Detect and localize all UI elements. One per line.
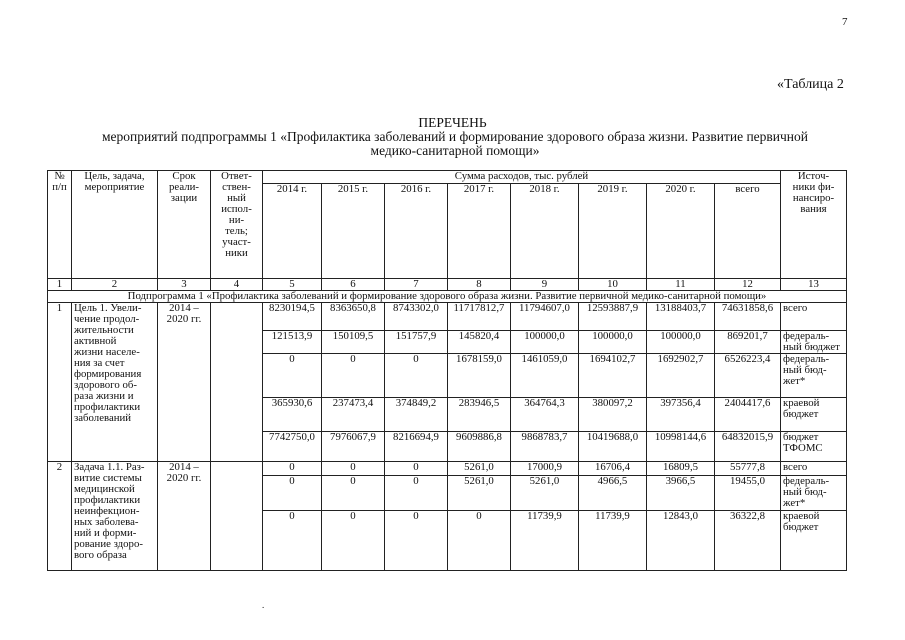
row-value: 397356,4: [647, 398, 715, 432]
row-value: 9609886,8: [448, 432, 511, 462]
row-goal-line: раза жизни и: [74, 390, 134, 402]
row-value: 36322,8: [715, 511, 781, 571]
page-number: 7: [842, 16, 848, 28]
footer-mark: .: [262, 600, 265, 610]
row-value: 100000,0: [647, 331, 715, 354]
header-responsible-line: ники: [225, 247, 248, 259]
row-value: 7742750,0: [263, 432, 322, 462]
row-goal-line: формирования: [74, 368, 142, 380]
row-source-line: ный бюд-: [783, 364, 827, 376]
row-source-line: бюджет: [783, 408, 819, 420]
row-responsible: [211, 303, 263, 462]
header-year: 2020 г.: [647, 184, 715, 279]
column-number: 9: [511, 279, 579, 291]
header-responsible-line: участ-: [222, 236, 251, 248]
row-goal-line: неинфекцион-: [74, 505, 140, 517]
row-value: 6526223,4: [715, 354, 781, 398]
row-value: 8230194,5: [263, 303, 322, 331]
measures-table: [47, 170, 847, 571]
row-value: 365930,6: [263, 398, 322, 432]
table-reference: «Таблица 2: [777, 77, 844, 92]
row-value: 145820,4: [448, 331, 511, 354]
row-value: 55777,8: [715, 462, 781, 476]
row-source: [781, 462, 847, 476]
row-value: 0: [385, 511, 448, 571]
subtitle-line-1: мероприятий подпрограммы 1 «Профилактика заболеваний и формирование здорового образа жизни. Развитие первичной: [101, 129, 809, 144]
header-num-line: №: [54, 170, 65, 182]
row-value: 1678159,0: [448, 354, 511, 398]
row-value: 151757,9: [385, 331, 448, 354]
row-term-line: 2020 гг.: [166, 472, 202, 484]
row-goal-line: активной: [74, 335, 117, 347]
table-row: [48, 462, 847, 476]
row-value: 5261,0: [448, 462, 511, 476]
header-goal-line: мероприятие: [84, 181, 145, 193]
row-goal-line: Задача 1.1. Раз-: [74, 461, 145, 473]
row-source: [781, 511, 847, 571]
row-goal-line: здорового об-: [74, 379, 137, 391]
row-goal-line: чение продол-: [74, 313, 140, 325]
header-source-line: Источ-: [797, 170, 830, 182]
row-value: 0: [263, 462, 322, 476]
header-year: 2017 г.: [448, 184, 511, 279]
row-value: 5261,0: [511, 476, 579, 511]
row-value: 0: [263, 476, 322, 511]
header-responsible-line: тель;: [225, 225, 248, 237]
header-num: [48, 171, 72, 279]
column-number: 1: [48, 279, 72, 291]
row-source-line: федераль-: [783, 330, 830, 342]
row-source: [781, 432, 847, 462]
row-goal: [72, 303, 158, 462]
header-responsible-line: испол-: [221, 203, 252, 215]
row-responsible: [211, 462, 263, 571]
header-responsible-line: ный: [227, 192, 246, 204]
row-source: [781, 303, 847, 331]
header-responsible-line: ни-: [228, 214, 245, 226]
row-value: 0: [385, 354, 448, 398]
row-value: 9868783,7: [511, 432, 579, 462]
header-goal-line: Цель, задача,: [84, 170, 145, 182]
row-value: 8363650,8: [322, 303, 385, 331]
row-value: 17000,9: [511, 462, 579, 476]
column-number: 5: [263, 279, 322, 291]
row-value: 1692902,7: [647, 354, 715, 398]
row-value: 16809,5: [647, 462, 715, 476]
row-value: 0: [322, 511, 385, 571]
row-value: 0: [448, 511, 511, 571]
column-number: 6: [322, 279, 385, 291]
row-value: 150109,5: [322, 331, 385, 354]
header-year: всего: [715, 184, 781, 279]
row-value: 100000,0: [579, 331, 647, 354]
row-goal-line: вого образа: [74, 549, 127, 561]
row-value: 0: [385, 462, 448, 476]
row-value: 1461059,0: [511, 354, 579, 398]
row-source-line: федераль-: [783, 353, 830, 365]
row-value: 0: [322, 462, 385, 476]
document-subtitle: [30, 130, 880, 158]
row-value: 237473,4: [322, 398, 385, 432]
header-term-line: зации: [170, 192, 198, 204]
row-goal-line: профилактики: [74, 401, 141, 413]
row-goal-line: ния за счет: [74, 357, 125, 369]
row-goal-line: профилактики: [74, 494, 141, 506]
header-responsible-line: ствен-: [222, 181, 251, 193]
header-responsible-line: Ответ-: [221, 170, 252, 182]
header-goal: [72, 171, 158, 279]
header-year: 2016 г.: [385, 184, 448, 279]
row-value: 7976067,9: [322, 432, 385, 462]
row-value: 13188403,7: [647, 303, 715, 331]
row-term-line: 2014 –: [169, 302, 199, 314]
row-value: 380097,2: [579, 398, 647, 432]
row-source-line: краевой: [783, 510, 820, 522]
row-source-line: всего: [783, 302, 808, 314]
header-responsible: [211, 171, 263, 279]
column-number: 10: [579, 279, 647, 291]
row-value: 8216694,9: [385, 432, 448, 462]
row-goal-line: рование здоро-: [74, 538, 143, 550]
header-sum: Сумма расходов, тыс. рублей: [263, 171, 781, 184]
column-number: 8: [448, 279, 511, 291]
row-value: 16706,4: [579, 462, 647, 476]
row-value: 11739,9: [511, 511, 579, 571]
row-value: 4966,5: [579, 476, 647, 511]
column-number: 12: [715, 279, 781, 291]
row-value: 12843,0: [647, 511, 715, 571]
row-source-line: бюджет: [783, 521, 819, 533]
header-term-line: реали-: [169, 181, 199, 193]
row-value: 0: [322, 354, 385, 398]
row-source-line: всего: [783, 461, 808, 473]
row-value: 11739,9: [579, 511, 647, 571]
column-number: 4: [211, 279, 263, 291]
row-value: 283946,5: [448, 398, 511, 432]
column-number: 7: [385, 279, 448, 291]
header-num-line: п/п: [52, 181, 67, 193]
row-source-line: жет*: [783, 497, 806, 509]
header-source-line: вания: [800, 203, 827, 215]
column-number: 11: [647, 279, 715, 291]
row-source-line: бюджет: [783, 431, 819, 443]
row-value: 19455,0: [715, 476, 781, 511]
row-source-line: федераль-: [783, 475, 830, 487]
header-year: 2019 г.: [579, 184, 647, 279]
row-term-line: 2020 гг.: [166, 313, 202, 325]
row-value: 11717812,7: [448, 303, 511, 331]
row-term: [158, 462, 211, 571]
row-goal-line: заболеваний: [74, 412, 132, 424]
header-source: [781, 171, 847, 279]
row-value: 5261,0: [448, 476, 511, 511]
row-value: 121513,9: [263, 331, 322, 354]
row-value: 3966,5: [647, 476, 715, 511]
header-year: 2015 г.: [322, 184, 385, 279]
row-value: 10998144,6: [647, 432, 715, 462]
table-row: [48, 303, 847, 331]
column-numbers-row: [48, 279, 847, 291]
row-goal-line: Цель 1. Увели-: [74, 302, 142, 314]
subprogram-title: Подпрограмма 1 «Профилактика заболеваний и формирование здорового образа жизни. Развитие первичной медико-санитарной помощи»: [48, 291, 847, 303]
row-goal-line: витие системы: [74, 472, 142, 484]
row-term-line: 2014 –: [169, 461, 199, 473]
row-source: [781, 398, 847, 432]
row-value: 364764,3: [511, 398, 579, 432]
header-source-line: ники фи-: [792, 181, 835, 193]
subtitle-line-2: медико-санитарной помощи»: [370, 143, 540, 158]
row-value: 11794607,0: [511, 303, 579, 331]
row-value: 0: [322, 476, 385, 511]
column-number: 13: [781, 279, 847, 291]
row-value: 0: [263, 354, 322, 398]
row-source-line: жет*: [783, 375, 806, 387]
row-source: [781, 476, 847, 511]
subprogram-row: [48, 291, 847, 303]
document-title: ПЕРЕЧЕНЬ: [418, 115, 487, 130]
column-number: 2: [72, 279, 158, 291]
row-goal: [72, 462, 158, 571]
header-term-line: Срок: [172, 170, 196, 182]
row-source: [781, 331, 847, 354]
row-value: 12593887,9: [579, 303, 647, 331]
row-source-line: ный бюд-: [783, 486, 827, 498]
row-value: 374849,2: [385, 398, 448, 432]
row-value: 10419688,0: [579, 432, 647, 462]
row-number: 1: [48, 303, 72, 462]
header-year: 2018 г.: [511, 184, 579, 279]
row-number: 2: [48, 462, 72, 571]
row-goal-line: жительности: [74, 324, 134, 336]
row-value: 0: [385, 476, 448, 511]
row-value: 2404417,6: [715, 398, 781, 432]
row-goal-line: жизни населе-: [74, 346, 140, 358]
row-value: 74631858,6: [715, 303, 781, 331]
row-value: 100000,0: [511, 331, 579, 354]
row-source-line: краевой: [783, 397, 820, 409]
column-number: 3: [158, 279, 211, 291]
row-goal-line: ний и форми-: [74, 527, 137, 539]
row-value: 1694102,7: [579, 354, 647, 398]
row-source-line: ный бюджет: [783, 341, 840, 353]
row-source: [781, 354, 847, 398]
row-goal-line: ных заболева-: [74, 516, 139, 528]
header-row: [48, 171, 847, 184]
row-value: 8743302,0: [385, 303, 448, 331]
row-value: 64832015,9: [715, 432, 781, 462]
row-term: [158, 303, 211, 462]
row-goal-line: медицинской: [74, 483, 135, 495]
header-source-line: нансиро-: [792, 192, 835, 204]
row-value: 869201,7: [715, 331, 781, 354]
header-year: 2014 г.: [263, 184, 322, 279]
row-value: 0: [263, 511, 322, 571]
header-term: [158, 171, 211, 279]
row-source-line: ТФОМС: [783, 442, 823, 454]
